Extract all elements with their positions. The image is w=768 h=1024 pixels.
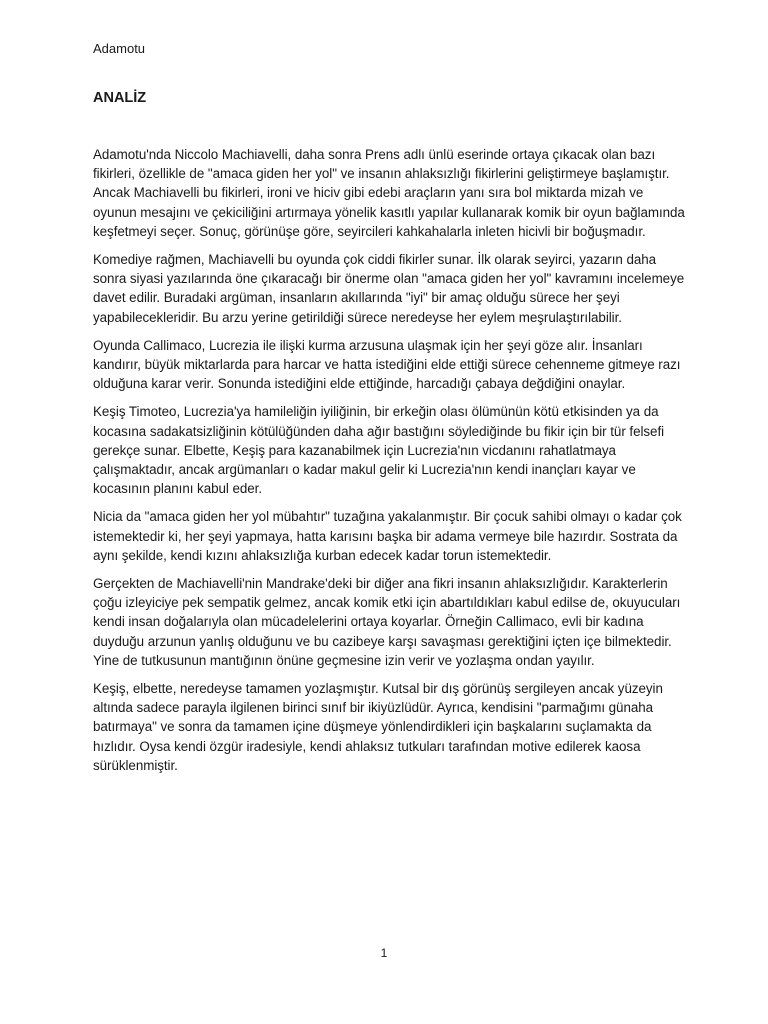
paragraph-1: Adamotu'nda Niccolo Machiavelli, daha sonra Prens adlı ünlü eserinde ortaya çıkacak olan bazı fikirleri, özellikle de "amaca giden her yol" ve insanın ahlaksızlığı fikirlerini geliştirmeye başlamıştır. Ancak Machiavelli bu fikirleri, ironi ve hiciv gibi edebi araçların yanı sıra bol miktarda mizah ve oyunun mesajını ve çekiciliğini artırmaya yönelik kasıtlı yapılar kullanarak komik bir oyun bağlamında keşfetmeyi seçer. Sonuç, görünüşe göre, seyircileri kahkahalarla inleten hicivli bir boğuşmadır. <box>93 147 685 239</box>
paragraph-7: Keşiş, elbette, neredeyse tamamen yozlaşmıştır. Kutsal bir dış görünüş sergileyen ancak yüzeyin altında sadece parayla ilgilenen birinci sınıf bir ikiyüzlüdür. Ayrıca, kendisini "parmağımı günaha batırmaya" ve sonra da tamamen içine düşmeye yönlendirdikleri için başkalarını suçlamakta da hızlıdır. Oysa kendi özgür iradesiyle, kendi ahlaksız tutkuları tarafından motive edilerek kaosa sürüklenmiştir. <box>93 681 663 773</box>
paragraph-3: Oyunda Callimaco, Lucrezia ile ilişki kurma arzusuna ulaşmak için her şeyi göze alır. İnsanları kandırır, büyük miktarlarda para harcar ve hatta istediğini elde ettiği sürece cehenneme gitmeye razı olduğuna karar verir. Sonunda istediğini elde ettiğinde, harcadığı çabaya değdiğini onaylar. <box>93 337 681 392</box>
paragraph-6: Gerçekten de Machiavelli'nin Mandrake'deki bir diğer ana fikri insanın ahlaksızlığıdır. Karakterlerin çoğu izleyiciye pek sempatik gelmez, ancak komik etki için abartıldıkları kabul edilse de, okuyucuları kendi insan doğalarıyla olan mücadelelerini ortaya koyarlar. Örneğin Callimaco, evli bir kadına duyduğu arzunun yanlış olduğunu ve bu cazibeye karşı savaşması gerektiğini içten içe bilmektedir. Yine de tutkusunun mantığının önüne geçmesine izin verir ve yozlaşma ondan yayılır. <box>93 576 681 668</box>
paragraph-2: Komediye rağmen, Machiavelli bu oyunda çok ciddi fikirler sunar. İlk olarak seyirci, yazarın daha sonra siyasi yazılarında öne çıkaracağı bir önerme olan "amaca giden her yol" kavramını incelemeye davet edilir. Buradaki argüman, insanların akıllarında "iyi" bir amaç olduğu sürece her şeyi yapabilecekleridir. Bu arzu yerine getirildiği sürece neredeyse her eylem meşrulaştırılabilir. <box>93 252 685 325</box>
running-header: Adamotu <box>93 41 146 56</box>
section-title: ANALİZ <box>93 90 147 106</box>
paragraph-5: Nicia da "amaca giden her yol mübahtır" tuzağına yakalanmıştır. Bir çocuk sahibi olmayı o kadar çok istemektedir ki, her şeyi yapmaya, hatta karısını başka bir adama vermeye bile hazırdır. Sostrata da aynı şekilde, kendi kızını ahlaksızlığa kurban edecek kadar torun istemektedir. <box>93 509 682 563</box>
page-number: 1 <box>380 946 388 960</box>
body-text <box>93 145 689 784</box>
paragraph-4: Keşiş Timoteo, Lucrezia'ya hamileliğin iyiliğinin, bir erkeğin olası ölümünün kötü etkisinden ya da kocasına sadakatsizliğinin kötülüğünden daha ağır bastığını söylediğinde bu fikir için bir tür felsefi gerekçe sunar. Elbette, Keşiş para kazanabilmek için Lucrezia'nın vicdanını rahatlatmaya çalışmaktadır, ancak argümanları o kadar makul gelir ki Lucrezia'nın kendi inançları kayar ve kocasının planını kabul eder. <box>93 404 665 497</box>
